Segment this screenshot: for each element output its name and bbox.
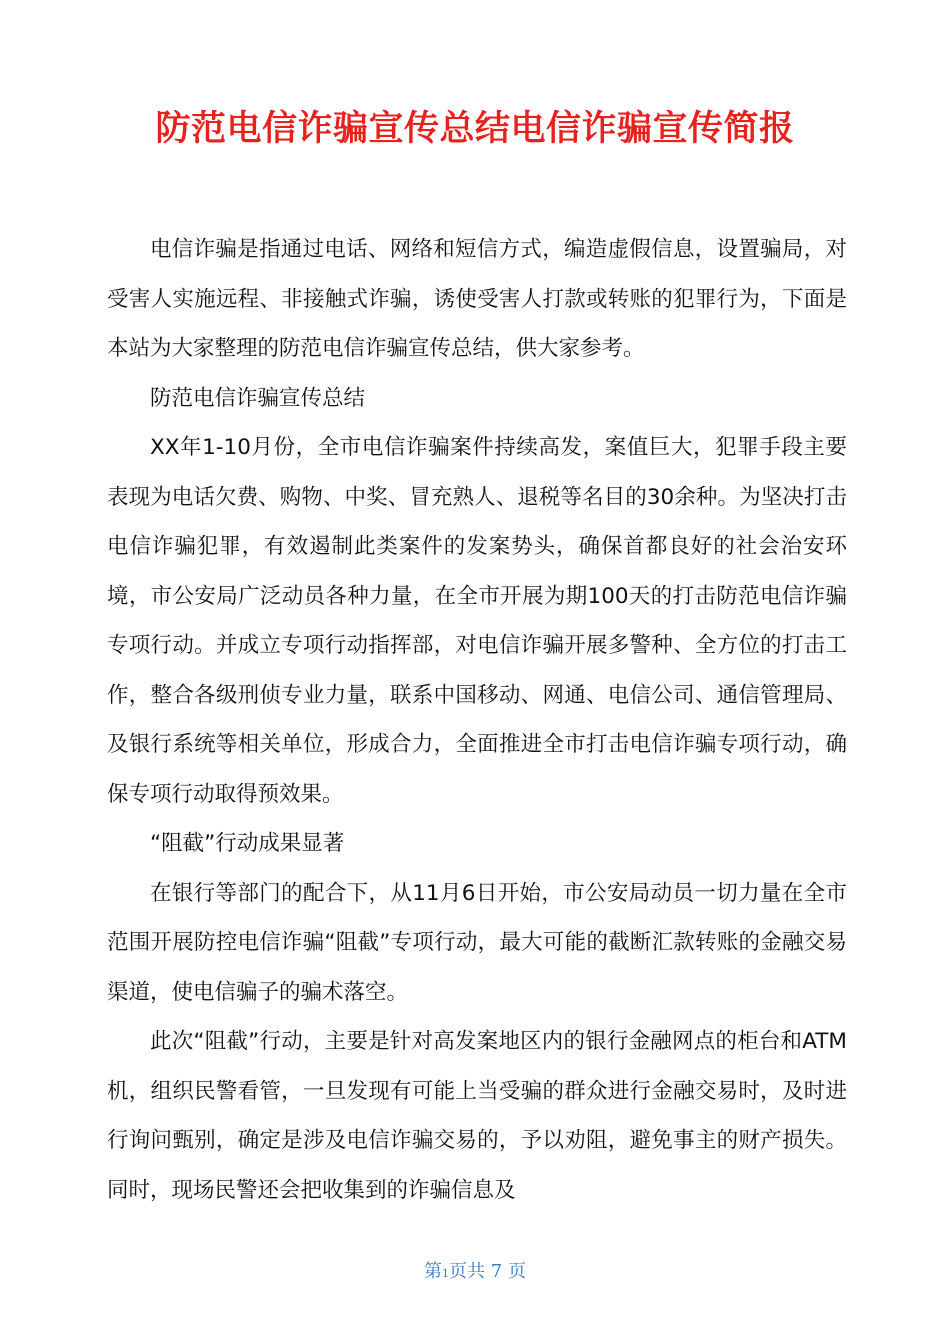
paragraph-overview: XX年1-10月份，全市电信诈骗案件持续高发，案值巨大，犯罪手段主要表现为电话欠费、购物、中奖、冒充熟人、退税等名目的30余种。为坚决打击电信诈骗犯罪，有效遏制此类案件的发案势头，确保首都良好的社会治安环境，市公安局广泛动员各种力量，在全市开展为期100天的打击防范电信诈骗专项行动。并成立专项行动指挥部，对电信诈骗开展多警种、全方位的打击工作，整合各级刑侦专业力量，联系中国移动、网通、电信公司、通信管理局、及银行系统等相关单位，形成合力，全面推进全市打击电信诈骗专项行动，确保专项行动取得预效果。 xyxy=(107,435,847,807)
paragraph-intro: 电信诈骗是指通过电话、网络和短信方式，编造虚假信息，设置骗局，对受害人实施远程、非接触式诈骗，诱使受害人打款或转账的犯罪行为，下面是本站为大家整理的防范电信诈骗宣传总结，供大家参考。 xyxy=(107,237,847,361)
footer-prefix: 第 xyxy=(424,1261,443,1282)
page-title: 防范电信诈骗宣传总结电信诈骗宣传简报 xyxy=(155,109,795,149)
section-heading-interception: “阻截”行动成果显著 xyxy=(150,831,345,856)
section-heading-summary: 防范电信诈骗宣传总结 xyxy=(150,385,366,411)
footer-current-page: 1 xyxy=(442,1267,450,1280)
paragraph-interception: 在银行等部门的配合下，从11月6日开始，市公安局动员一切力量在全市范围开展防控电信诈骗“阻截”专项行动，最大可能的截断汇款转账的金融交易渠道，使电信骗子的骗术落空。 xyxy=(107,880,847,1005)
footer-suffix: 页共 7 页 xyxy=(449,1261,526,1282)
paragraph-action-details: 此次“阻截”行动，主要是针对高发案地区内的银行金融网点的柜台和ATM机，组织民警看管，一旦发现有可能上当受骗的群众进行金融交易时，及时进行询问甄别，确定是涉及电信诈骗交易的，予以劝阻，避免事主的财产损失。同时，现场民警还会把收集到的诈骗信息及 xyxy=(107,1029,847,1203)
page-footer xyxy=(0,1258,950,1288)
document-body xyxy=(107,225,847,1215)
